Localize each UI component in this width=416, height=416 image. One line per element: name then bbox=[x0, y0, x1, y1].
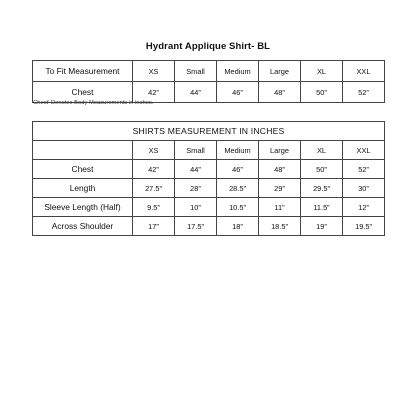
table-cell: 46” bbox=[217, 82, 259, 103]
size-header-xl: XL bbox=[301, 141, 343, 160]
table-cell: 28.5” bbox=[217, 179, 259, 198]
table-cell: 42” bbox=[133, 82, 175, 103]
table-cell: 27.5” bbox=[133, 179, 175, 198]
table-cell: 42” bbox=[133, 160, 175, 179]
row-label: Chest bbox=[33, 160, 133, 179]
table-cell: 18” bbox=[217, 217, 259, 236]
chest-note: 'Chest' Denotes Body Measurements in inches. bbox=[32, 100, 154, 106]
table-cell: 17” bbox=[133, 217, 175, 236]
row-label: Length bbox=[33, 179, 133, 198]
size-header-small: Small bbox=[175, 141, 217, 160]
shirts-measurement-table bbox=[32, 121, 385, 236]
size-header-large: Large bbox=[259, 61, 301, 82]
fit-measurement-table bbox=[32, 60, 385, 103]
table-cell: 29” bbox=[259, 179, 301, 198]
table-cell: 11” bbox=[259, 198, 301, 217]
table-cell: 44” bbox=[175, 160, 217, 179]
size-header-medium: Medium bbox=[217, 141, 259, 160]
size-header-small: Small bbox=[175, 61, 217, 82]
table-cell: 50” bbox=[301, 82, 343, 103]
table-row bbox=[33, 160, 385, 179]
table-row bbox=[33, 179, 385, 198]
table-heading-row bbox=[33, 122, 385, 141]
table-cell: 17.5” bbox=[175, 217, 217, 236]
fit-header-label: To Fit Measurement bbox=[33, 61, 133, 82]
table-cell: 29.5” bbox=[301, 179, 343, 198]
table-cell: 18.5” bbox=[259, 217, 301, 236]
table-cell: 48” bbox=[259, 82, 301, 103]
table-cell: 19.5” bbox=[343, 217, 385, 236]
table-cell: 52” bbox=[343, 160, 385, 179]
size-header-xxl: XXL bbox=[343, 141, 385, 160]
table-header-row bbox=[33, 61, 385, 82]
size-header-large: Large bbox=[259, 141, 301, 160]
table-cell: 46” bbox=[217, 160, 259, 179]
size-header-medium: Medium bbox=[217, 61, 259, 82]
row-label: Across Shoulder bbox=[33, 217, 133, 236]
table-cell: 48” bbox=[259, 160, 301, 179]
table-cell: 28” bbox=[175, 179, 217, 198]
size-header-xl: XL bbox=[301, 61, 343, 82]
empty-header-cell bbox=[33, 141, 133, 160]
size-header-xs: XS bbox=[133, 61, 175, 82]
page-title: Hydrant Applique Shirt- BL bbox=[145, 41, 271, 52]
table-header-row bbox=[33, 141, 385, 160]
table-cell: 30” bbox=[343, 179, 385, 198]
table-cell: 19” bbox=[301, 217, 343, 236]
size-header-xxl: XXL bbox=[343, 61, 385, 82]
row-label: Sleeve Length (Half) bbox=[33, 198, 133, 217]
row-label: Chest bbox=[33, 82, 133, 103]
table-cell: 10.5” bbox=[217, 198, 259, 217]
table-cell: 10” bbox=[175, 198, 217, 217]
table-cell: 52” bbox=[343, 82, 385, 103]
table-cell: 12” bbox=[343, 198, 385, 217]
table-cell: 11.5” bbox=[301, 198, 343, 217]
table-cell: 44” bbox=[175, 82, 217, 103]
table-heading: SHIRTS MEASUREMENT IN INCHES bbox=[33, 122, 385, 141]
table-cell: 9.5” bbox=[133, 198, 175, 217]
table-row bbox=[33, 198, 385, 217]
size-header-xs: XS bbox=[133, 141, 175, 160]
table-row bbox=[33, 217, 385, 236]
table-cell: 50” bbox=[301, 160, 343, 179]
